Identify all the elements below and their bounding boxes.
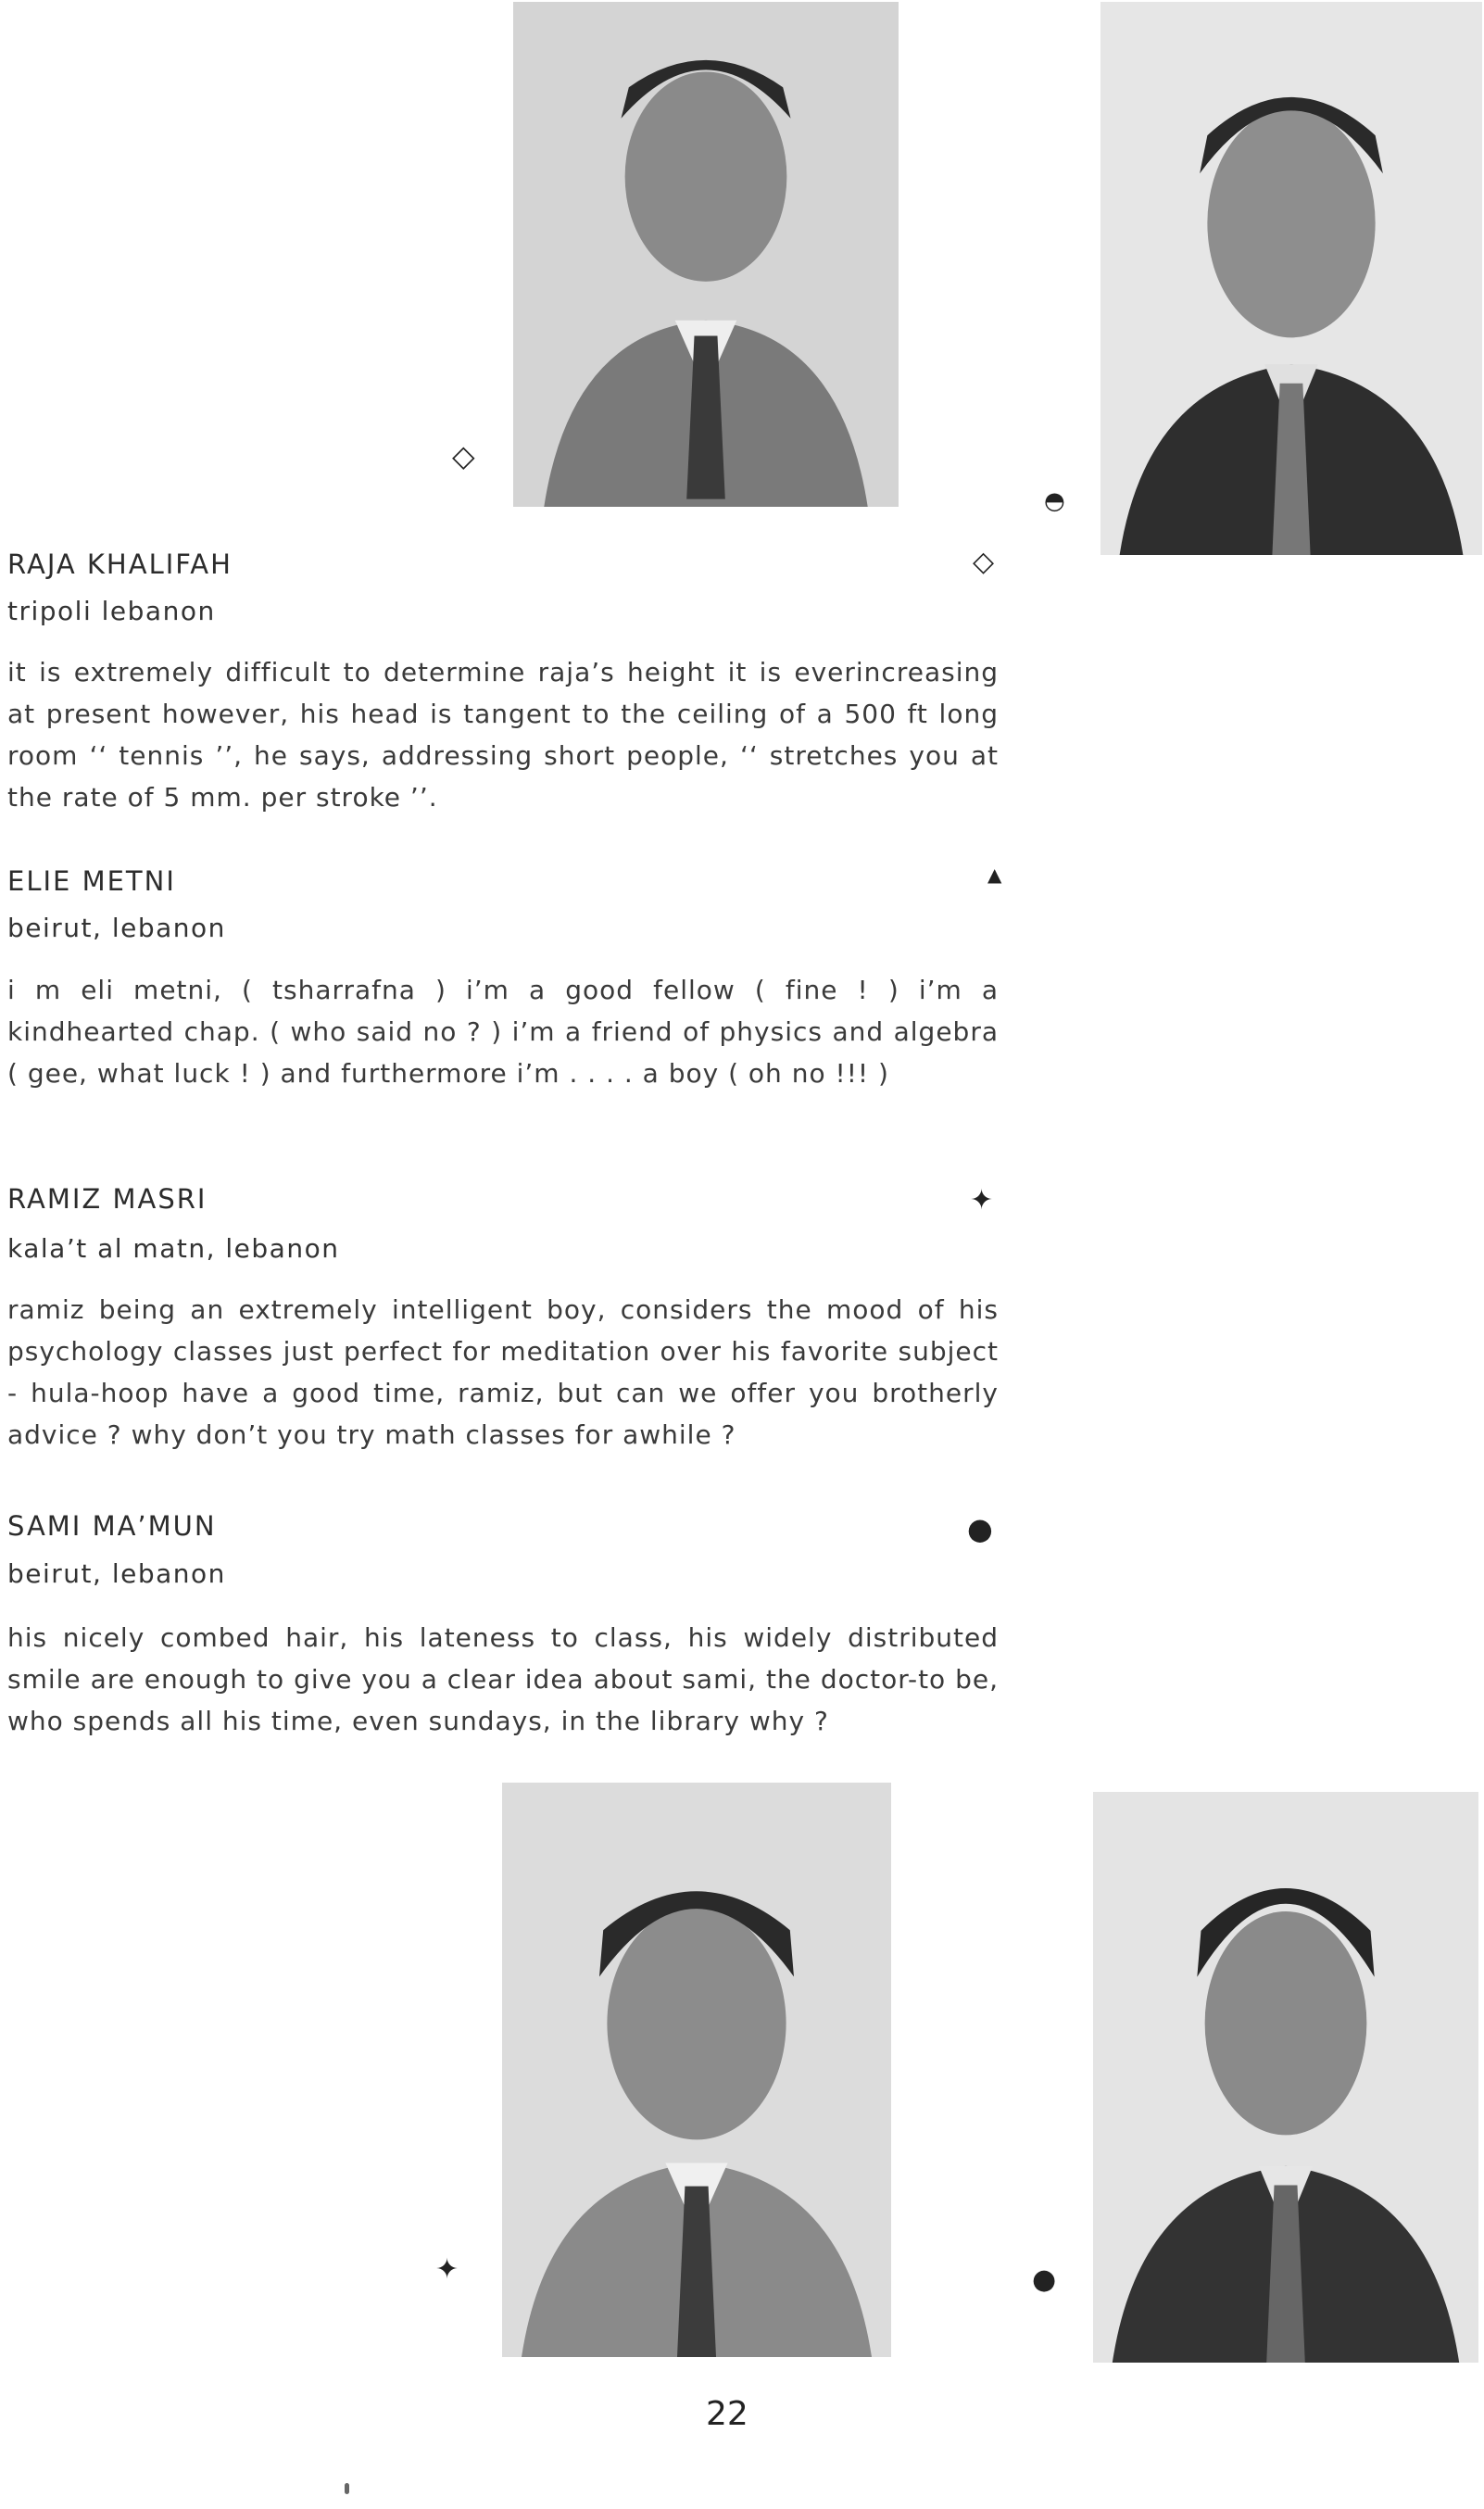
entry-place: kala’t al matn, lebanon (7, 1233, 340, 1264)
star-icon: ✦ (970, 1184, 994, 1217)
entry-bio: it is extremely difficult to determine raja’s height it is everincreasing at present however, his head is tangent to the ceiling of a 500 ft long room ‘‘ tennis ’’, he says, addressing short people, ‘‘ stretches you at the rate of 5 mm. per stroke ’’. (7, 657, 999, 813)
entry-place: beirut, lebanon (7, 913, 226, 943)
entry-name: RAMIZ MASRI (7, 1183, 208, 1215)
photo-ramiz-masri (502, 1783, 891, 2357)
entry-name: ELIE METNI (7, 865, 176, 897)
photo-elie-metni (1100, 2, 1482, 555)
page-number: 22 (706, 2395, 748, 2433)
entry-name: RAJA KHALIFAH (7, 548, 233, 580)
diamond-icon: ◇ (452, 438, 475, 473)
dot-icon: ● (967, 1511, 993, 1546)
entry-place: beirut, lebanon (7, 1558, 226, 1589)
photo-raja-khalifah (513, 2, 899, 507)
entry-bio: his nicely combed hair, his lateness to class, his widely distributed smile are enough to give you a clear idea about sami, the doctor-to be, who spends all his time, even sundays, in the library why ? (7, 1622, 999, 1736)
half-circle-icon: ◓ (1044, 487, 1065, 515)
print-speck (345, 2483, 349, 2494)
entry-bio: i m eli metni, ( tsharrafna ) i’m a good fellow ( fine ! ) i’m a kindhearted chap. ( who said no ? ) i’m a friend of physics and algebra ( gee, what luck ! ) and furthermore i’m . . . . a boy ( oh no !!! ) (7, 975, 999, 1089)
entry-bio: ramiz being an extremely intelligent boy, considers the mood of his psychology classes just perfect for meditation over his favorite subject - hula-hoop have a good time, ramiz, but can we offer you brotherly advice ? why don’t you try math classes for awhile ? (7, 1294, 999, 1450)
star-icon: ✦ (435, 2253, 459, 2286)
diamond-icon: ◇ (973, 546, 995, 578)
half-circle-icon: ▲ (987, 864, 1002, 886)
entry-place: tripoli lebanon (7, 596, 216, 626)
entry-name: SAMI MA’MUN (7, 1510, 217, 1542)
photo-sami-mamun (1093, 1792, 1478, 2363)
dot-icon: ● (1032, 2263, 1057, 2296)
